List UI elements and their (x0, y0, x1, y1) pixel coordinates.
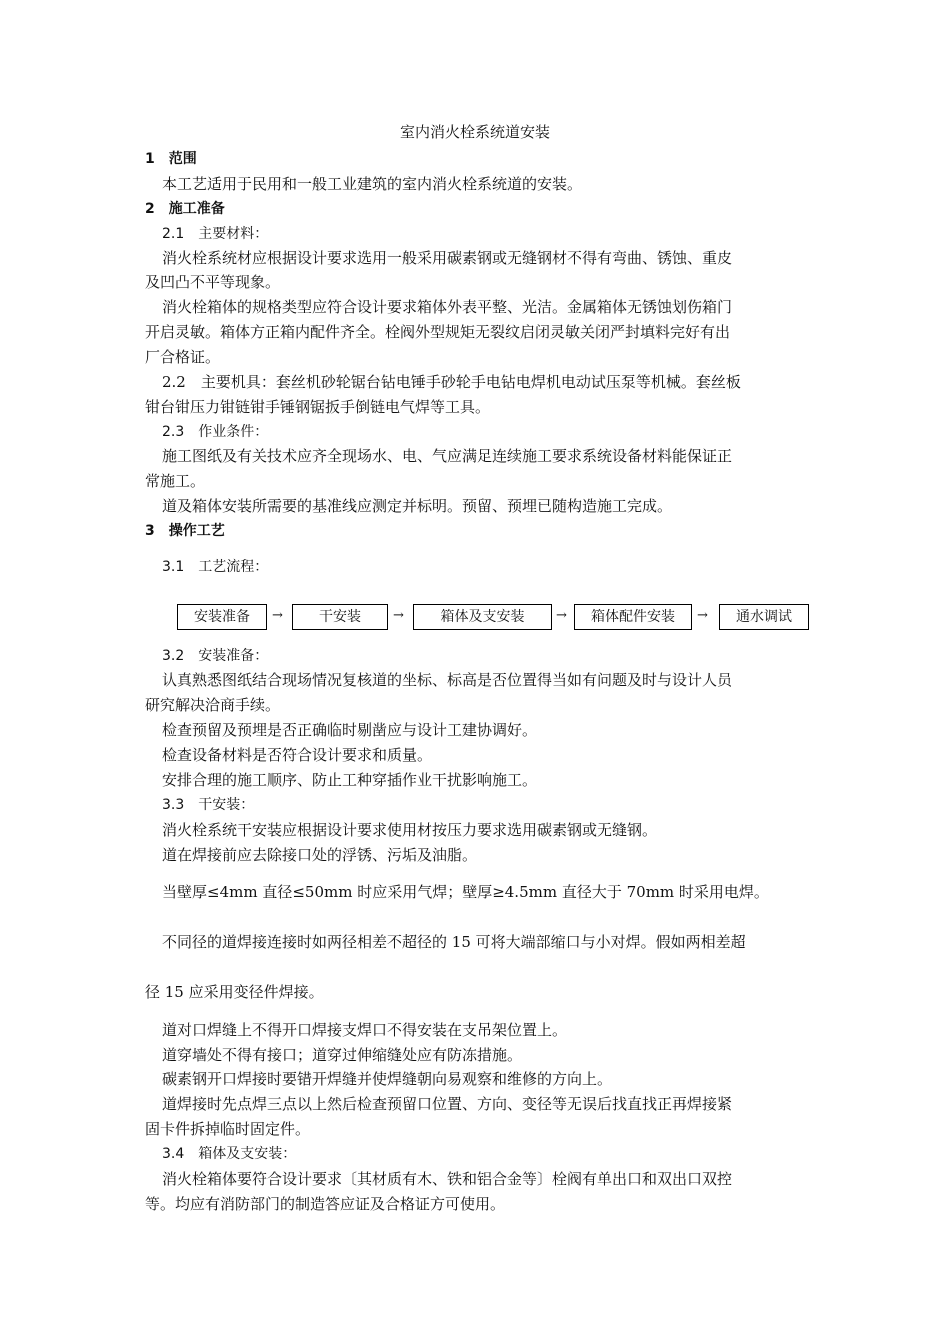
paragraph: 施工图纸及有关技术应齐全现场水、电、气应满足连续施工要求系统设备材料能保证正 (162, 447, 733, 465)
paragraph: 消火栓箱体的规格类型应符合设计要求箱体外表平整、光洁。金属箱体无锈蚀划伤箱门 (162, 298, 733, 316)
paragraph: 道及箱体安装所需要的基准线应测定并标明。预留、预埋已随构造施工完成。 (162, 497, 673, 515)
section-2-heading: 2 施工准备 (145, 201, 225, 217)
flow-arrow-icon: → (272, 608, 283, 623)
subsection-3-3-heading: 3.3 干安装： (162, 797, 255, 813)
paragraph: 及凹凸不平等现象。 (145, 273, 281, 291)
flow-step-1: 安装准备 (177, 604, 267, 630)
document-title: 室内消火栓系统道安装 (399, 123, 550, 141)
paragraph: 开启灵敏。箱体方正箱内配件齐全。栓阀外型规矩无裂纹启闭灵敏关闭严封填料完好有出 (145, 323, 731, 341)
paragraph: 碳素钢开口焊接时要错开焊缝并使焊缝朝向易观察和维修的方向上。 (162, 1070, 613, 1088)
subsection-2-1-heading: 2.1 主要材料： (162, 226, 269, 242)
paragraph: 本工艺适用于民用和一般工业建筑的室内消火栓系统道的安装。 (162, 175, 583, 193)
flow-step-3: 箱体及支安装 (413, 604, 552, 630)
paragraph: 消火栓系统材应根据设计要求选用一般采用碳素钢或无缝钢材不得有弯曲、锈蚀、重皮 (162, 249, 733, 267)
flow-arrow-icon: → (393, 608, 404, 623)
section-3-heading: 3 操作工艺 (145, 523, 225, 539)
subsection-3-2-heading: 3.2 安装准备： (162, 648, 269, 664)
paragraph: 不同径的道焊接连接时如两径相差不超径的 15 可将大端部缩口与小对焊。假如两相差超 (162, 933, 746, 951)
paragraph: 道穿墙处不得有接口；道穿过伸缩缝处应有防冻措施。 (162, 1046, 523, 1064)
paragraph: 安排合理的施工顺序、防止工种穿插作业干扰影响施工。 (162, 771, 538, 789)
flow-step-2: 干安装 (292, 604, 388, 630)
paragraph: 消火栓系统干安装应根据设计要求使用材按压力要求选用碳素钢或无缝钢。 (162, 821, 658, 839)
paragraph: 钳台钳压力钳链钳手锤钢锯扳手倒链电气焊等工具。 (145, 398, 491, 416)
flow-arrow-icon: → (697, 608, 708, 623)
paragraph: 认真熟悉图纸结合现场情况复核道的坐标、标高是否位置得当如有问题及时与设计人员 (162, 671, 733, 689)
paragraph: 常施工。 (145, 472, 206, 490)
paragraph: 研究解决洽商手续。 (145, 696, 281, 714)
paragraph: 当壁厚≤4mm 直径≤50mm 时应采用气焊；壁厚≥4.5mm 直径大于 70mm 时采用电焊。 (162, 883, 769, 901)
section-1-heading: 1 范围 (145, 151, 197, 167)
paragraph: 固卡件拆掉临时固定件。 (145, 1120, 311, 1138)
paragraph: 道对口焊缝上不得开口焊接支焊口不得安装在支吊架位置上。 (162, 1021, 568, 1039)
paragraph: 检查设备材料是否符合设计要求和质量。 (162, 746, 433, 764)
paragraph: 道在焊接前应去除接口处的浮锈、污垢及油脂。 (162, 846, 478, 864)
subsection-3-4-heading: 3.4 箱体及支安装： (162, 1146, 297, 1162)
paragraph: 检查预留及预埋是否正确临时剔凿应与设计工建协调好。 (162, 721, 538, 739)
paragraph: 道焊接时先点焊三点以上然后检查预留口位置、方向、变径等无误后找直找正再焊接紧 (162, 1095, 733, 1113)
paragraph: 径 15 应采用变径件焊接。 (145, 983, 324, 1001)
flow-step-5: 通水调试 (719, 604, 809, 630)
subsection-2-2-line: 2.2 主要机具：套丝机砂轮锯台钻电锤手砂轮手电钻电焊机电动试压泵等机械。套丝板 (162, 373, 741, 391)
flow-arrow-icon: → (556, 608, 567, 623)
paragraph: 厂合格证。 (145, 348, 221, 366)
paragraph: 消火栓箱体要符合设计要求〔其材质有木、铁和铝合金等〕栓阀有单出口和双出口双控 (162, 1170, 733, 1188)
flow-step-4: 箱体配件安装 (574, 604, 692, 630)
subsection-3-1-heading: 3.1 工艺流程： (162, 559, 269, 575)
paragraph: 等。均应有消防部门的制造答应证及合格证方可使用。 (145, 1195, 506, 1213)
subsection-2-3-heading: 2.3 作业条件： (162, 424, 269, 440)
